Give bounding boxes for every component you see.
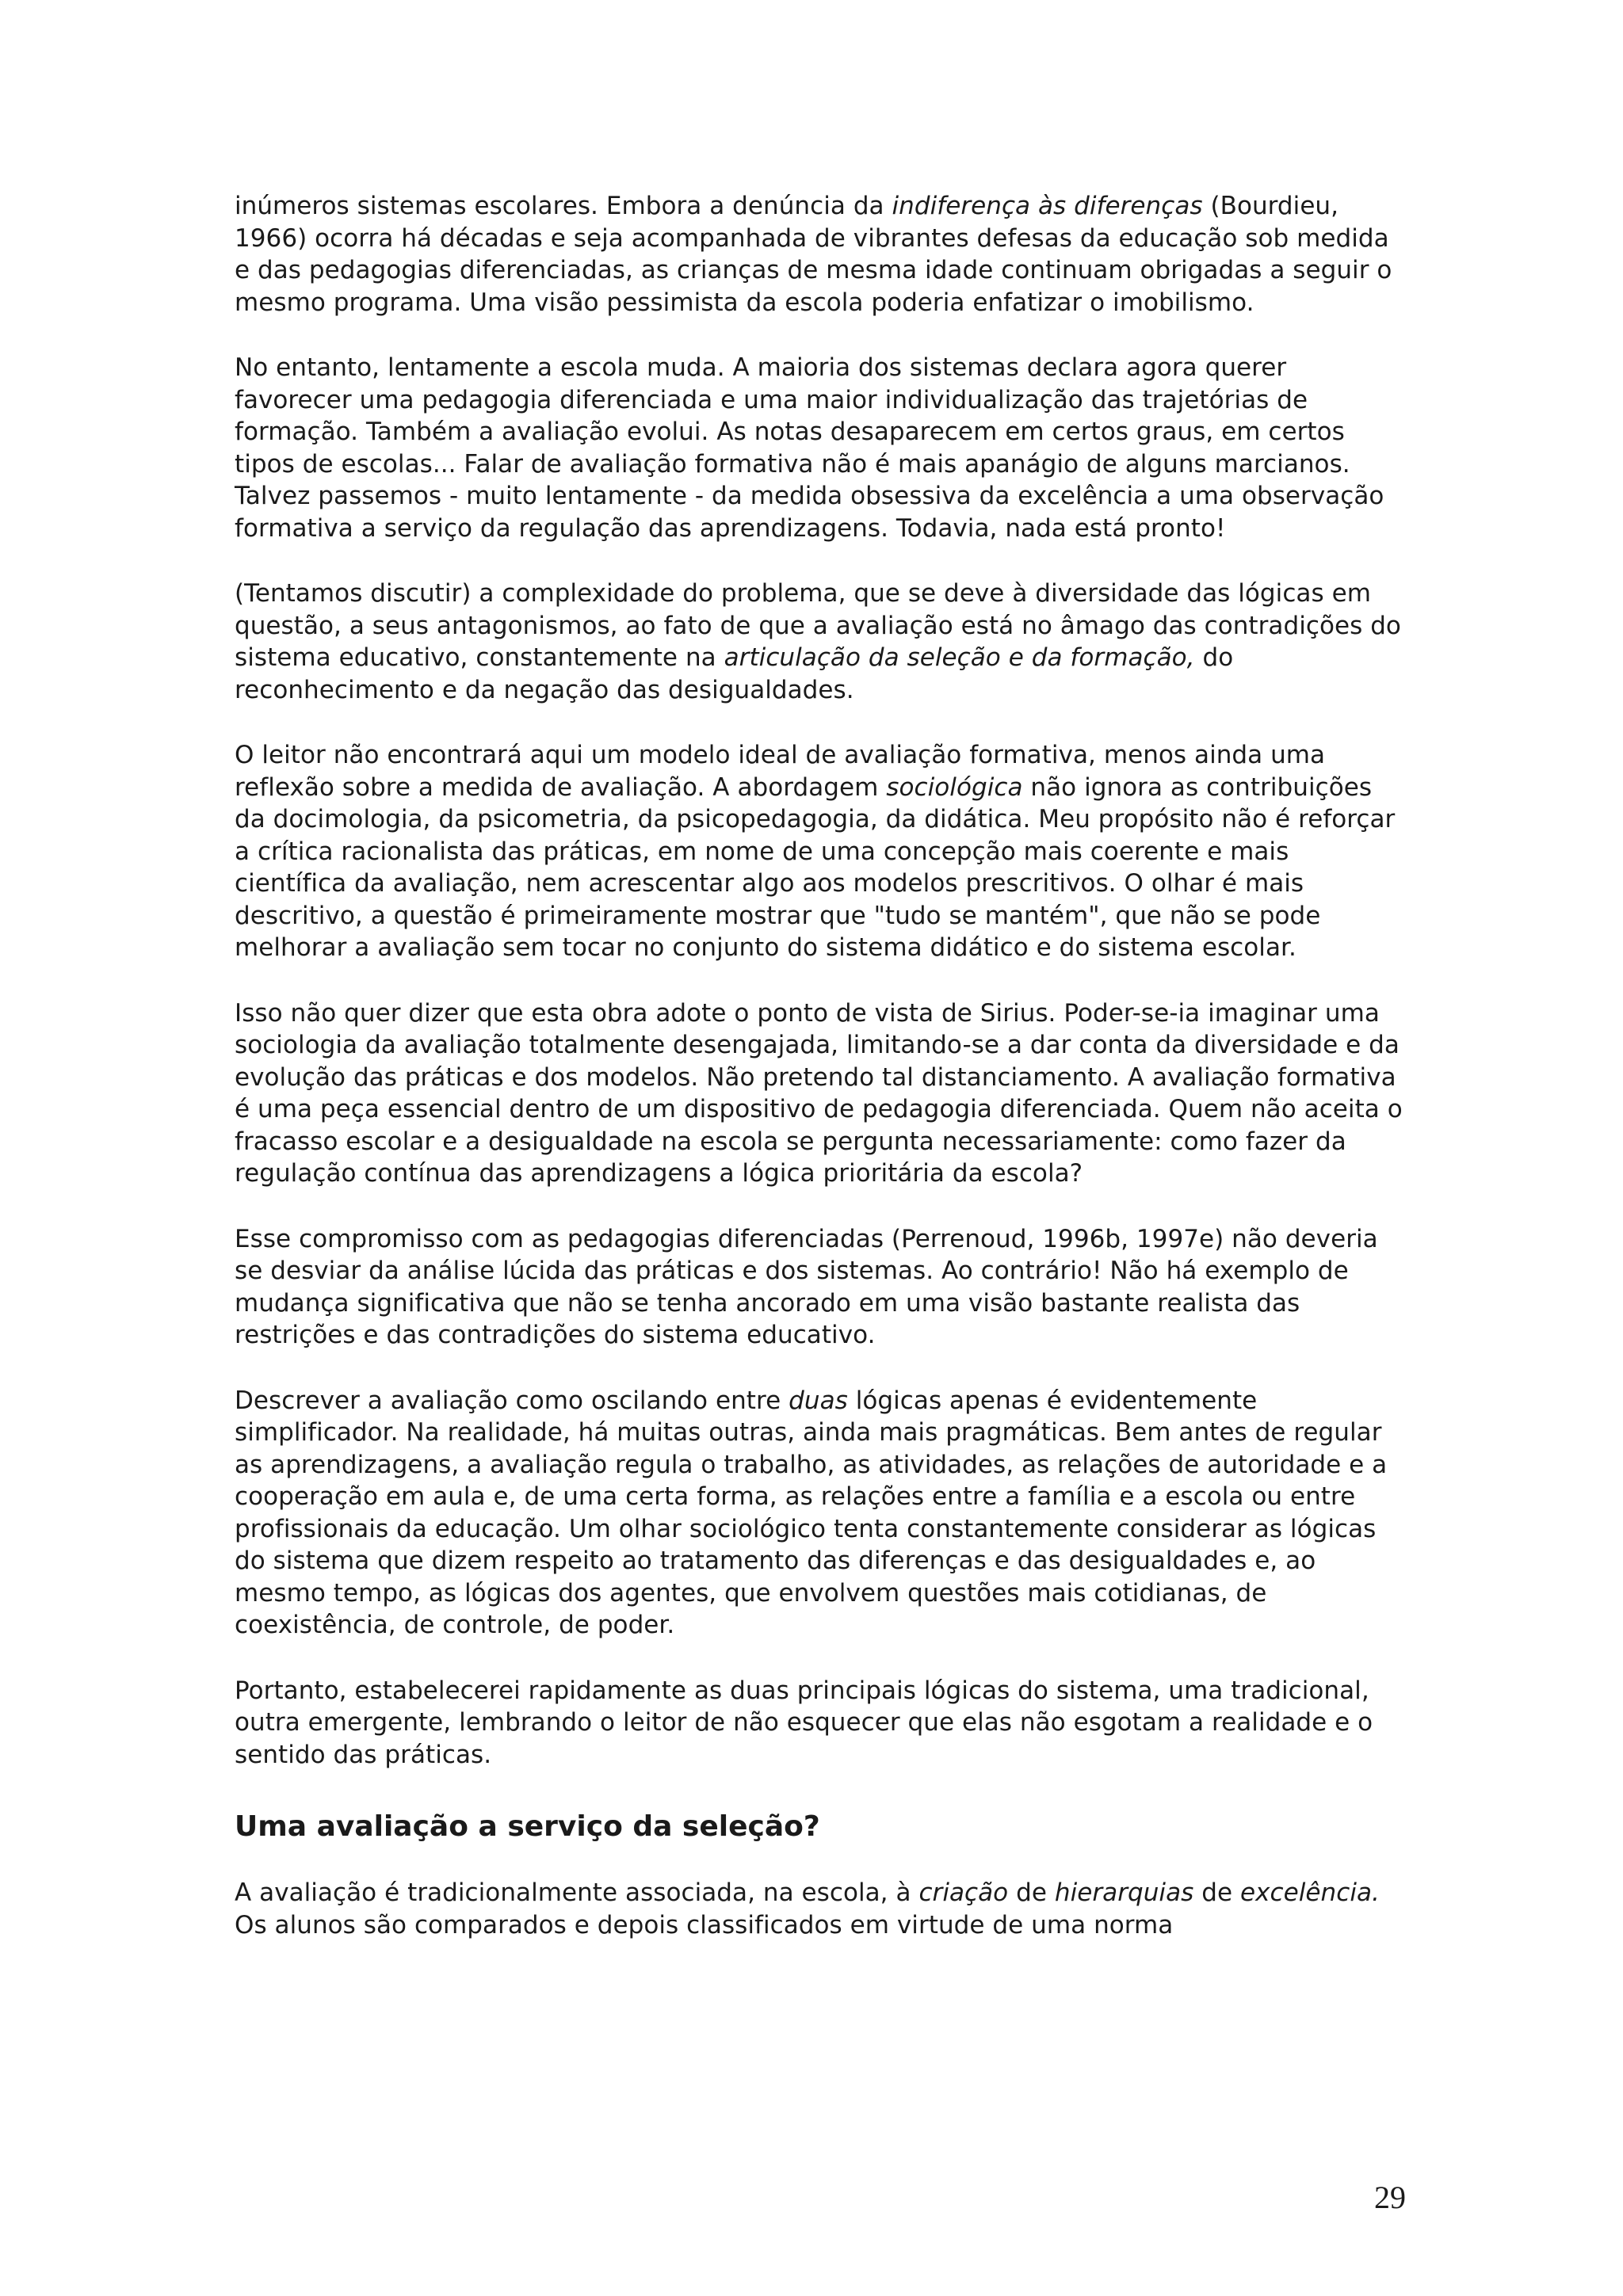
italic-text: duas — [789, 1386, 848, 1415]
paragraph — [235, 190, 1406, 318]
page-number: 29 — [1374, 2180, 1406, 2215]
text-run: lógicas apenas é evidentemente simplificador. Na realidade, há muitas outras, ainda mais pragmáticas. Bem antes de regular as aprendizagens, a avaliação regula o trabalho, as atividades, as relações de autoridade e a cooperação em aula e, de uma certa forma, as relações entre a família e a escola ou entre profissionais da educação. Um olhar sociológico tenta constantemente considerar as lógicas do sistema que dizem respeito ao tratamento das diferenças e das desigualdades e, ao mesmo tempo, as lógicas dos agentes, que envolvem questões mais cotidianas, de coexistência, de controle, de poder. — [235, 1386, 1388, 1639]
text-run: A avaliação é tradicionalmente associada, na escola, à — [235, 1878, 919, 1907]
text-run: Portanto, estabelecerei rapidamente as duas principais lógicas do sistema, uma tradicional, outra emergente, lembrando o leitor de não esquecer que elas não esgotam a realidade e o sentido das práticas. — [235, 1676, 1373, 1769]
text-run: de — [1193, 1878, 1241, 1907]
text-run: inúmeros sistemas escolares. Embora a denúncia da — [235, 192, 892, 220]
italic-text: articulação da seleção e da formação, — [724, 643, 1195, 672]
text-run: não ignora as contribuições da docimologia, da psicometria, da psicopedagogia, da didática. Meu propósito não é reforçar a crítica racionalista das práticas, em nome de uma concepção mais coerente e mais científica da avaliação, nem acrescentar algo aos modelos prescritivos. O olhar é mais descritivo, a questão é primeiramente mostrar que "tudo se mantém", que não se pode melhorar a avaliação sem tocar no conjunto do sistema didático e do sistema escolar. — [235, 772, 1396, 962]
italic-text: criação — [918, 1878, 1009, 1907]
text-run: Esse compromisso com as pedagogias diferenciadas (Perrenoud, 1996b, 1997e) não deveria se desviar da análise lúcida das práticas e dos sistemas. Ao contrário! Não há exemplo de mudança significativa que não se tenha ancorado em uma visão bastante realista das restrições e das contradições do sistema educativo. — [235, 1224, 1378, 1349]
text-run: No entanto, lentamente a escola muda. A maioria dos sistemas declara agora querer favorecer uma pedagogia diferenciada e uma maior individualização das trajetórias de formação. Também a avaliação evolui. As notas desaparecem em certos graus, em certos tipos de escolas... Falar de avaliação formativa não é mais apanágio de alguns marcianos. Talvez passemos - muito lentamente - da medida obsessiva da excelência a uma observação formativa a serviço da regulação das aprendizagens. Todavia, nada está pronto! — [235, 353, 1384, 543]
text-run: (Bourdieu, 1966) ocorra há décadas e seja acompanhada de vibrantes defesas da educação sob medida e das pedagogias diferenciadas, as crianças de mesma idade continuam obrigadas a seguir o mesmo programa. Uma visão pessimista da escola poderia enfatizar o imobilismo. — [235, 192, 1392, 317]
document-body — [235, 190, 1406, 1974]
paragraph — [235, 739, 1406, 964]
final-paragraph — [235, 1877, 1406, 1941]
italic-text: hierarquias — [1054, 1878, 1194, 1907]
text-run: do reconhecimento e da negação das desigualdades. — [235, 643, 1234, 704]
italic-text: sociológica — [886, 772, 1023, 802]
text-run: de — [1008, 1878, 1055, 1907]
text-run: Descrever a avaliação como oscilando entre — [235, 1386, 789, 1415]
text-run: Isso não quer dizer que esta obra adote o ponto de vista de Sirius. Poder-se-ia imaginar uma sociologia da avaliação totalmente desengajada, limitando-se a dar conta da diversidade e da evolução das práticas e dos modelos. Não pretendo tal distanciamento. A avaliação formativa é uma peça essencial dentro de um dispositivo de pedagogia diferenciada. Quem não aceita o fracasso escolar e a desigualdade na escola se pergunta necessariamente: como fazer da regulação contínua das aprendizagens a lógica prioritária da escola? — [235, 998, 1403, 1188]
body-paragraphs — [235, 190, 1406, 1771]
paragraph — [235, 1223, 1406, 1352]
text-run: Os alunos são comparados e depois classificados em virtude de uma norma — [235, 1910, 1174, 1939]
italic-text: excelência. — [1240, 1878, 1380, 1907]
paragraph — [235, 1675, 1406, 1772]
text-run: O leitor não encontrará aqui um modelo ideal de avaliação formativa, menos ainda uma reflexão sobre a medida de avaliação. A abordagem — [235, 741, 1326, 802]
italic-text: indiferença às diferenças — [892, 192, 1203, 220]
paragraph — [235, 352, 1406, 544]
section-heading: Uma avaliação a serviço da seleção? — [235, 1810, 820, 1843]
paragraph — [235, 578, 1406, 706]
paragraph — [235, 997, 1406, 1190]
text-run: (Tentamos discutir) a complexidade do problema, que se deve à diversidade das lógicas em questão, a seus antagonismos, ao fato de que a avaliação está no âmago das contradições do sistema educativo, constantemente na — [235, 579, 1401, 672]
paragraph — [235, 1385, 1406, 1642]
